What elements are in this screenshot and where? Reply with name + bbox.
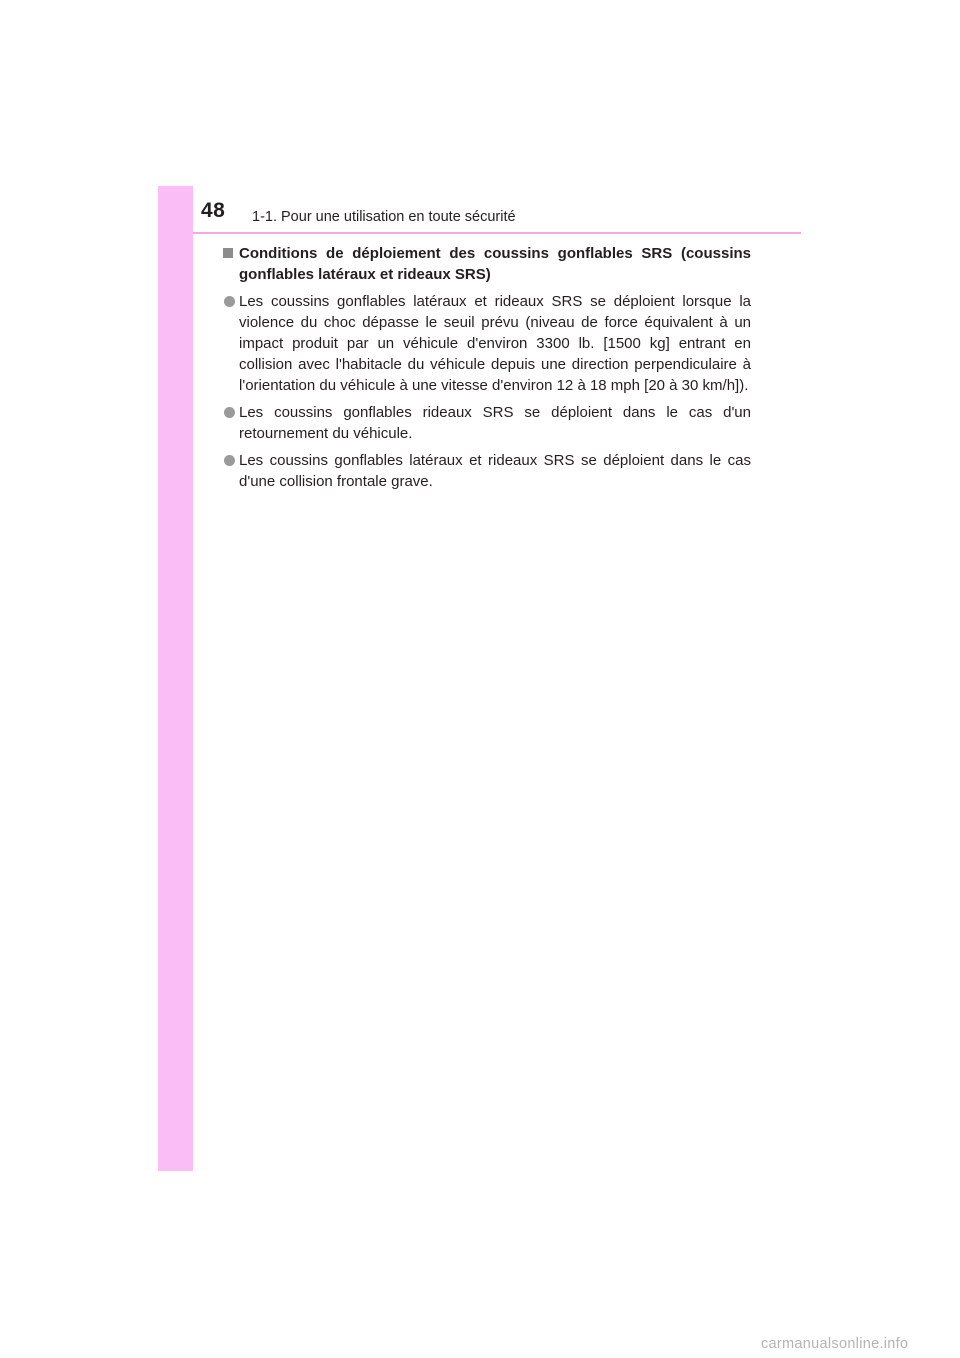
list-item bbox=[223, 291, 751, 396]
list-item-text: Les coussins gonflables latéraux et rideaux SRS se déploient dans le cas d'une collision frontale grave. bbox=[239, 452, 751, 490]
square-bullet-icon bbox=[223, 248, 233, 258]
watermark-link[interactable]: carmanualsonline.info bbox=[761, 1336, 909, 1352]
section-heading-text: Conditions de déploiement des coussins gonflables SRS (coussins gonflables latéraux et rideaux SRS) bbox=[239, 245, 751, 283]
content-body bbox=[223, 243, 751, 498]
section-heading bbox=[223, 243, 751, 285]
list-item bbox=[223, 450, 751, 492]
circle-bullet-icon bbox=[224, 455, 235, 466]
circle-bullet-icon bbox=[224, 407, 235, 418]
page-number: 48 bbox=[201, 199, 226, 222]
header-section-title: 1-1. Pour une utilisation en toute sécurité bbox=[252, 209, 516, 225]
list-item-text: Les coussins gonflables latéraux et rideaux SRS se déploient lorsque la violence du choc dépasse le seuil prévu (niveau de force équivalent à un impact produit par un véhicule d'environ 3300 lb. [1500 kg] entrant en collision avec l'habitacle du véhicule depuis une direction perpendiculaire à l'orientation du véhicule à une vitesse d'environ 12 à 18 mph [20 à 30 km/h]). bbox=[239, 293, 751, 394]
circle-bullet-icon bbox=[224, 296, 235, 307]
list-item-text: Les coussins gonflables rideaux SRS se déploient dans le cas d'un retournement du véhicule. bbox=[239, 404, 751, 442]
list-item bbox=[223, 402, 751, 444]
header-divider bbox=[193, 232, 801, 234]
side-tab-band bbox=[158, 186, 193, 1171]
